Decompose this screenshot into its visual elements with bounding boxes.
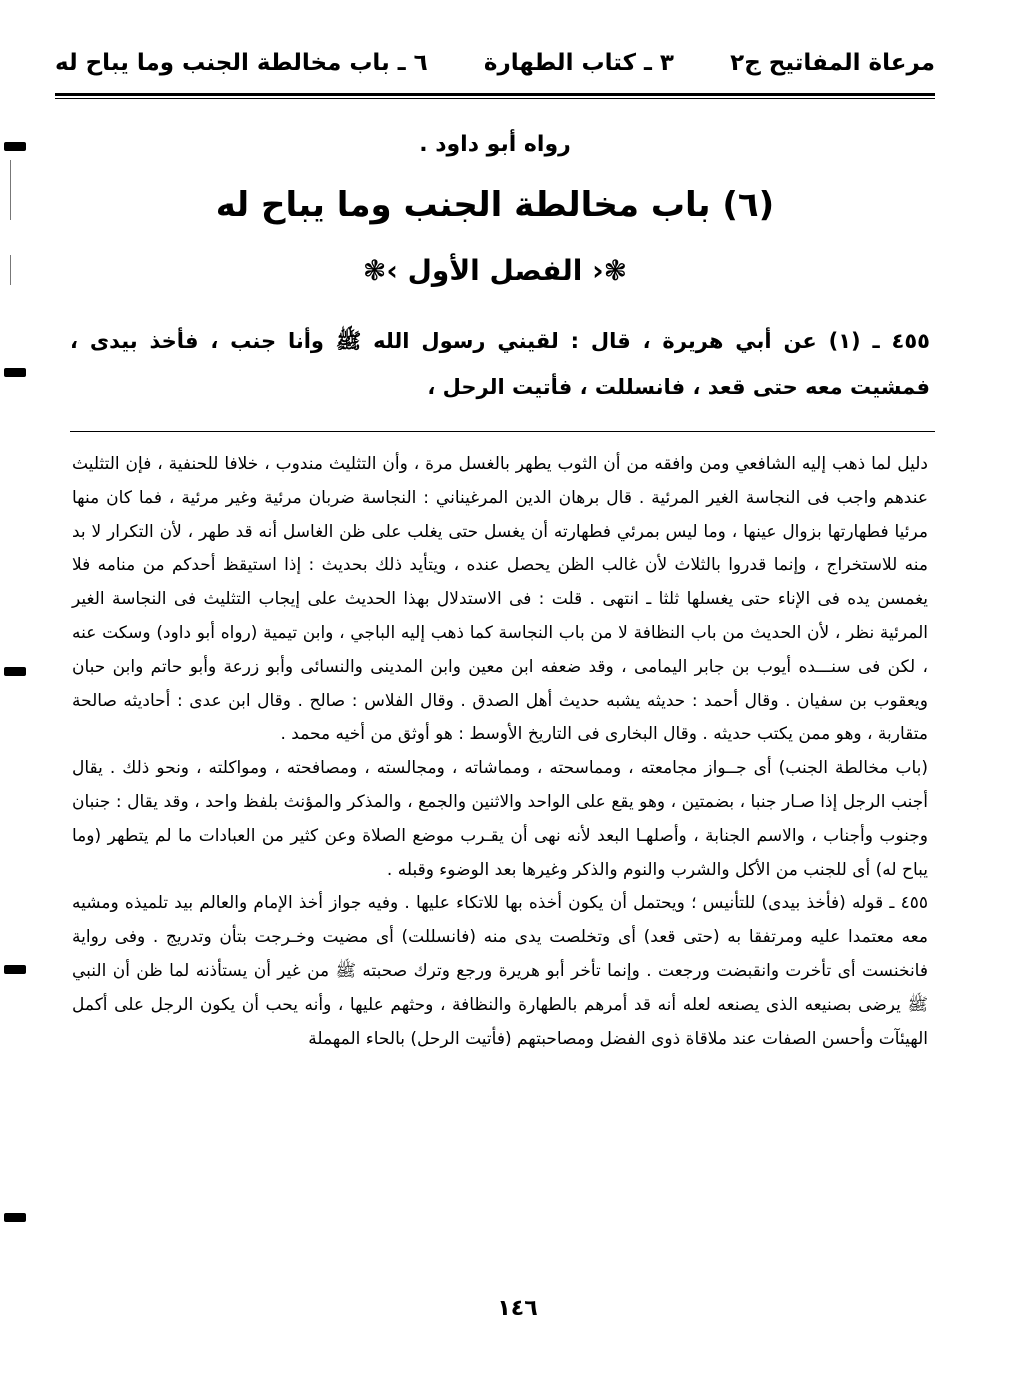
hadith-number: ٤٥٥ — [891, 329, 930, 353]
commentary-paragraph: (باب مخالطة الجنب) أى جــواز مجامعته ، ومماسحته ، ومماشاته ، ومجالسته ، ومصافحته ، ومواكلته ، ونحو ذلك . يقال أجنب الرجل إذا صـار جنبا ، بضمتين ، وهو يقع على الواحد والاثنين والجمع ، والمذكر والمؤنث بلفظ واحد ، وقد يقال : جنبان وجنوب وأجناب ، والاسم الجنابة ، وأصلهـا البعد لأنه نهى أن يقـرب موضع الصلاة وعن كثير من العبادات ما لم يتطهر (وما يباح له) أى للجنب من الأكل والشرب والنوم والذكر وغيرها بعد الوضوء وقبله . — [72, 758, 928, 880]
header-kitab: ٣ ـ كتاب الطهارة — [483, 50, 674, 76]
separator-rule — [70, 431, 935, 432]
hadith-block — [70, 318, 930, 410]
hadith-dash: ـ — [860, 329, 880, 353]
ornament-right: ›❃ — [362, 254, 398, 287]
section-title: الفصل الأول — [407, 254, 583, 287]
page-number: ١٤٦ — [497, 1296, 538, 1321]
commentary-paragraph: دليل لما ذهب إليه الشافعي ومن وافقه من أن الثوب يطهر بالغسل مرة ، وأن التثليث مندوب ، خلافا للحنفية ، فإن التثليث عندهم واجب فى النجاسة الغير المرئية . قال برهان الدين المرغيناني : النجاسة ضربان مرئية وغير مرئية ، فما كان منها مرئيا فطهارتها بزوال عينها ، وما ليس بمرئي فطهارته أن يغسل حتى يغلب على ظن الغاسل أنه قد طهر ، لأن التكرار لا بد منه للاستخراج ، وإنما قدروا بالثلاث لأن غالب الظن يحصل عنده ، ويتأيد ذلك بحديث : إذا استيقظ أحدكم من منامه فلا يغمسن يده فى الإناء حتى يغسلها ثلثا ـ انتهى . قلت : فى الاستدلال بهذا الحديث على إيجاب التثليث فى النجاسة الغير المرئية نظر ، لأن الحديث من باب النظافة لا من باب النجاسة كما ذهب إليه الباجي ، وابن تيمية (رواه أبو داود) وسكت عنه ، لكن فى سنـــده أيوب بن جابر اليمامى ، وقد ضعفه ابن معين وابن المدينى والنسائى وأبو زرعة وأبو حاتم وابن حبان ويعقوب بن سفيان . وقال أحمد : حديثه يشبه حديث أهل الصدق . وقال الفلاس : صالح . وقال ابن عدى : أحاديثه صالحة متقاربة ، وهو ممن يكتب حديثه . وقال البخارى فى التاريخ الأوسط : هو أوثق من أخيه محمد . — [72, 454, 928, 745]
riwayah-line: رواه أبو داود . — [419, 132, 571, 157]
margin-mark — [4, 142, 26, 151]
header-book-title: مرعاة المفاتيح ج٢ — [730, 50, 935, 76]
commentary — [72, 448, 928, 1056]
header-bab: ٦ ـ باب مخالطة الجنب وما يباح له — [55, 50, 428, 76]
margin-line — [10, 160, 11, 220]
commentary-paragraph: ٤٥٥ ـ قوله (فأخذ بيدى) للتأنيس ؛ ويحتمل أن يكون أخذه بها للاتكاء عليها . وفيه جواز أخذ الإمام والعالم بيد تلميذه ومشيه معه معتمدا عليه ومرتفقا به (حتى قعد) أى وتخلصت يدى منه (فانسللت) أى مضيت وخـرجت بتأن وتدريج . وفى رواية فانخنست أى تأخرت وانقبضت ورجعت . وإنما تأخر أبو هريرة ورجع وترك صحبته ﷺ من غير أن يستأذنه لما ظن أن النبي ﷺ يرضى بصنيعه الذى يصنعه لعله أنه قد أمرهم بالطهارة والنظافة ، وحثهم عليها ، وأنه يحب أن يكون الرجل على أكمل الهيئآت وأحسن الصفات عند ملاقاة ذوى الفضل ومصاحبتهم (فأتيت الرحل) بالحاء المهملة — [72, 893, 928, 1049]
hadith-text: (١) عن أبي هريرة ، قال : لقيني رسول الله ﷺ وأنا جنب ، فأخذ بيدى ، فمشيت معه حتى قعد ، فانسللت ، فأتيت الرحل ، — [70, 329, 930, 399]
section-title-row — [60, 254, 930, 287]
ornament-left: ❃‹ — [592, 254, 628, 287]
margin-mark — [4, 667, 26, 676]
margin-mark — [4, 368, 26, 377]
margin-mark — [4, 1213, 26, 1222]
chapter-title: (٦) باب مخالطة الجنب وما يباح له — [215, 185, 775, 225]
header-rule-thin — [55, 98, 935, 99]
running-header — [55, 38, 935, 88]
margin-mark — [4, 965, 26, 974]
header-rule — [55, 93, 935, 96]
margin-line — [10, 255, 11, 285]
